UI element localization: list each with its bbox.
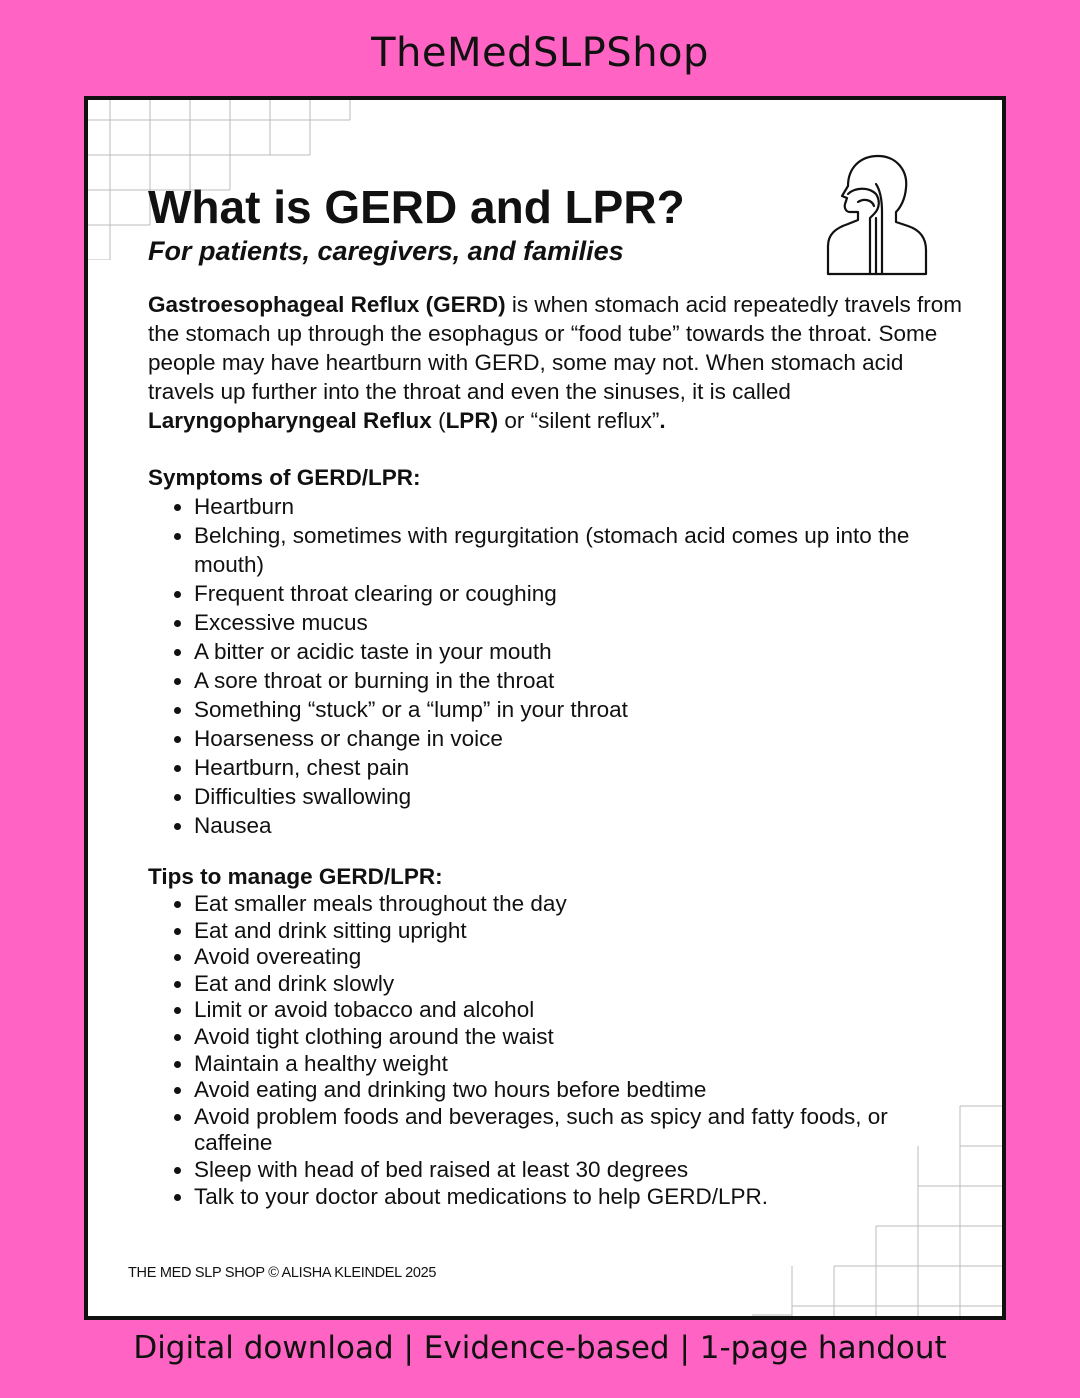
list-item: • Avoid tight clothing around the waist [194, 1024, 968, 1051]
list-item: • Heartburn [194, 492, 968, 521]
list-item: • A bitter or acidic taste in your mouth [194, 637, 968, 666]
list-item: • Maintain a healthy weight [194, 1051, 968, 1078]
list-item: • A sore throat or burning in the throat [194, 666, 968, 695]
intro-paragraph [148, 290, 968, 435]
list-item: • Heartburn, chest pain [194, 753, 968, 782]
list-item: • Excessive mucus [194, 608, 968, 637]
term-lpr: Laryngopharyngeal Reflux [148, 408, 432, 433]
list-item: • Nausea [194, 811, 968, 840]
intro-text-1: is when stomach acid repeatedly travels from the stomach up through the esophagus or “food tube” towards the throat. Some people may have heartburn with GERD, some may not. When stomach acid travels up further into the throat and even the sinuses, it is called [148, 292, 963, 404]
list-item: • Hoarseness or change in voice [194, 724, 968, 753]
page-subtitle: For patients, caregivers, and families [148, 236, 624, 266]
symptoms-list [148, 492, 968, 840]
list-item: • Avoid problem foods and beverages, such as spicy and fatty foods, or caffeine [194, 1104, 968, 1157]
intro-text-2: ( [431, 408, 446, 433]
tagline: Digital download | Evidence-based | 1-page handout [133, 1330, 947, 1366]
list-item: • Frequent throat clearing or coughing [194, 579, 968, 608]
list-item: • Avoid overeating [194, 944, 968, 971]
list-item: • Something “stuck” or a “lump” in your throat [194, 695, 968, 724]
brand-header: TheMedSLPShop [371, 30, 709, 76]
term-gerd: Gastroesophageal Reflux (GERD) [148, 292, 506, 317]
handout-content [148, 180, 968, 1210]
list-item: • Sleep with head of bed raised at least 30 degrees [194, 1157, 968, 1184]
intro-text-3: or “silent reflux” [498, 408, 660, 433]
handout-sheet [84, 96, 1006, 1320]
list-item: • Difficulties swallowing [194, 782, 968, 811]
tips-list [148, 891, 968, 1210]
copyright-note: THE MED SLP SHOP © ALISHA KLEINDEL 2025 [128, 1265, 437, 1281]
intro-end: . [659, 408, 666, 433]
list-item: • Eat and drink sitting upright [194, 918, 968, 945]
symptoms-heading: Symptoms of GERD/LPR: [148, 465, 421, 490]
list-item: • Belching, sometimes with regurgitation (stomach acid comes up into the mouth) [194, 521, 968, 579]
list-item: • Limit or avoid tobacco and alcohol [194, 997, 968, 1024]
list-item: • Talk to your doctor about medications to help GERD/LPR. [194, 1184, 968, 1211]
term-lpr-abbrev: LPR) [445, 408, 499, 433]
tips-heading: Tips to manage GERD/LPR: [148, 864, 443, 889]
list-item: • Avoid eating and drinking two hours before bedtime [194, 1077, 968, 1104]
page-title: What is GERD and LPR? [148, 181, 685, 233]
list-item: • Eat smaller meals throughout the day [194, 891, 968, 918]
list-item: • Eat and drink slowly [194, 971, 968, 998]
